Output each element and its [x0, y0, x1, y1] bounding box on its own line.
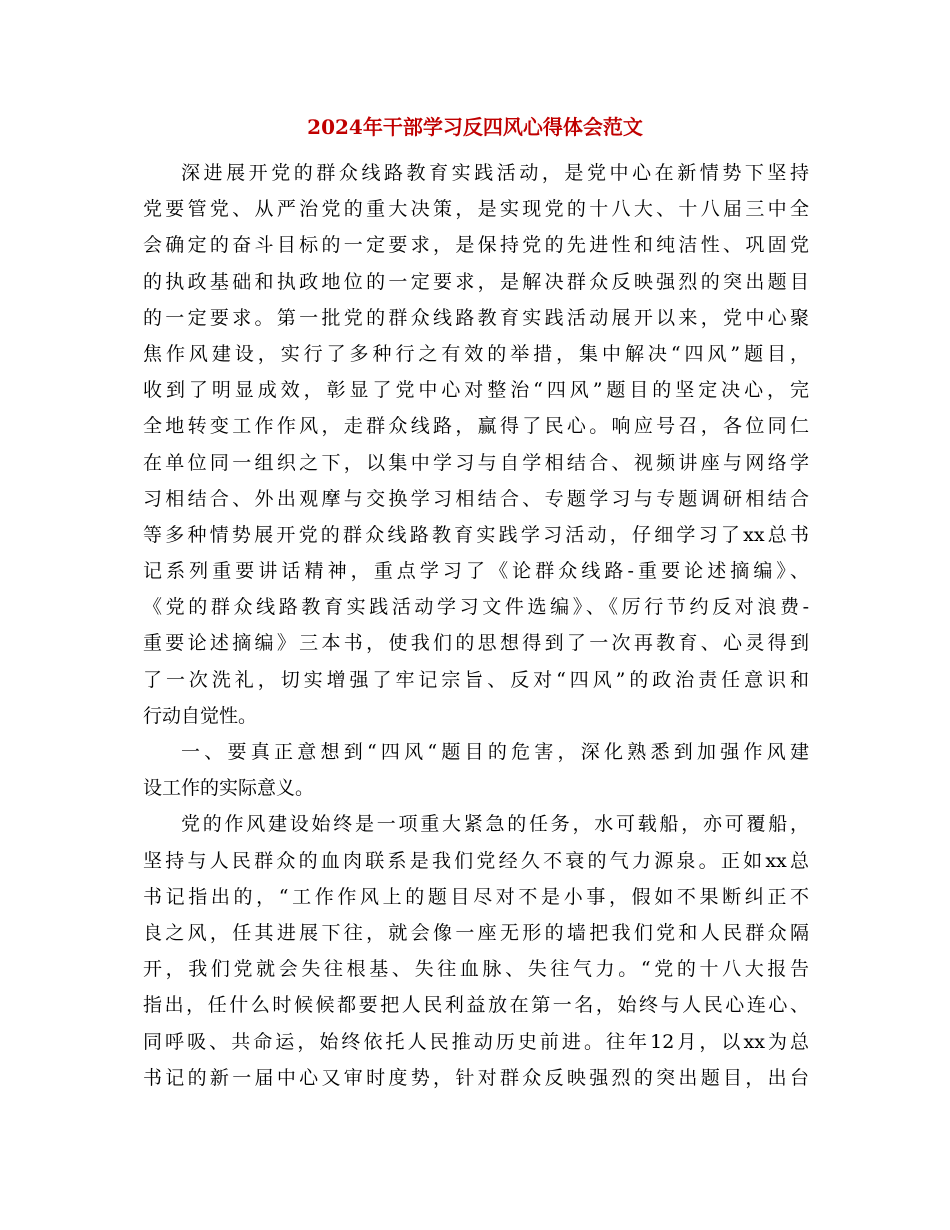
text-line: 在单位同一组织之下，以集中学习与自学相结合、视频讲座与网络学	[143, 451, 809, 474]
text-line: 党要管党、从严治党的重大决策，是实现党的十八大、十八届三中全	[143, 198, 809, 221]
text-line: 的一定要求。第一批党的群众线路教育实践活动展开以来，党中心聚	[143, 306, 809, 329]
document-title: 2024年干部学习反四风心得体会范文	[307, 115, 643, 139]
section-heading-one	[143, 734, 809, 806]
text-line: 记系列重要讲话精神，重点学习了《论群众线路-重要论述摘编》、	[143, 560, 809, 583]
text-line: 书记的新一届中心又审时度势，针对群众反映强烈的突出题目，出台	[143, 1066, 809, 1089]
text-line: 习相结合、外出观摩与交换学习相结合、专题学习与专题调研相结合	[143, 487, 809, 510]
text-line: 党的作风建设始终是一项重大紧急的任务，水可载船，亦可覆船，	[181, 813, 809, 836]
document-body	[143, 155, 809, 1096]
text-line: 了一次洗礼，切实增强了牢记宗旨、反对“四风”的政治责任意识和	[143, 668, 809, 691]
text-line: 重要论述摘编》三本书，使我们的思想得到了一次再教育、心灵得到	[143, 632, 809, 655]
text-line: 行动自觉性。	[143, 704, 258, 727]
text-line: 开，我们党就会失往根基、失往血脉、失往气力。“党的十八大报告	[143, 958, 809, 981]
text-line: 书记指出的，“工作作风上的题目尽对不是小事，假如不果断纠正不	[143, 885, 809, 908]
text-line: 会确定的奋斗目标的一定要求，是保持党的先进性和纯洁性、巩固党	[143, 234, 809, 257]
text-line: 《党的群众线路教育实践活动学习文件选编》、《厉行节约反对浪费-	[143, 596, 809, 619]
paragraph-intro	[143, 155, 809, 734]
text-line: 焦作风建设，实行了多种行之有效的举措，集中解决“四风”题目，	[143, 342, 809, 365]
text-line: 等多种情势展开党的群众线路教育实践学习活动，仔细学习了xx总书	[143, 523, 809, 546]
text-line: 设工作的实际意义。	[143, 777, 315, 800]
text-line: 一、要真正意想到“四风“题目的危害，深化熟悉到加强作风建	[181, 741, 809, 763]
text-line: 全地转变工作作风，走群众线路，赢得了民心。响应号召，各位同仁	[143, 415, 809, 438]
text-line: 收到了明显成效，彰显了党中心对整治“四风”题目的坚定决心，完	[143, 379, 809, 402]
paragraph-section-one-body	[143, 806, 809, 1096]
text-line: 坚持与人民群众的血肉联系是我们党经久不衰的气力源泉。正如xx总	[143, 849, 809, 872]
text-line: 同呼吸、共命运，始终依托人民推动历史前进。往年12月，以xx为总	[143, 1030, 809, 1053]
text-line: 深进展开党的群众线路教育实践活动，是党中心在新情势下坚持	[181, 162, 809, 184]
text-line: 良之风，任其进展下往，就会像一座无形的墙把我们党和人民群众隔	[143, 921, 809, 944]
text-line: 指出，任什么时候候都要把人民利益放在第一名，始终与人民心连心、	[143, 994, 809, 1017]
text-line: 的执政基础和执政地位的一定要求，是解决群众反映强烈的突出题目	[143, 270, 809, 293]
